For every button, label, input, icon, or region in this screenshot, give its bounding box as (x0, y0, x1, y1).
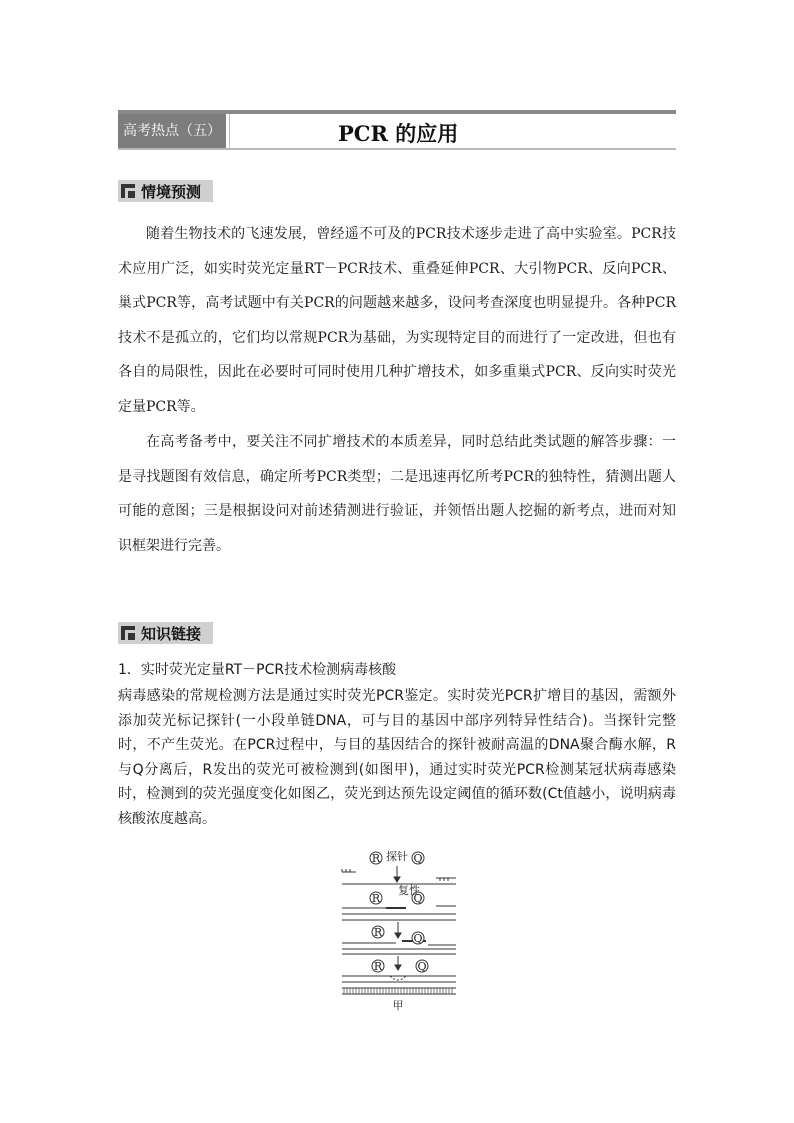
item-1-body: 病毒感染的常规检测方法是通过实时荧光PCR鉴定。实时荧光PCR扩增目的基因，需额外添加荧光标记探针(一小段单链DNA，可与目的基因中部序列特异性结合)。当探针完整时，不产生荧光。在PCR过程中，与目的基因结合的探针被耐高温的DNA聚合酶水解，R与Q分离后，R发出的荧光可被检测到(如图甲)，通过实时荧光PCR检测某冠状病毒感染时，检测到的荧光强度变化如图乙，荧光到达预先设定阈值的循环数(Ct值越小，说明病毒核酸浓度越高。 (118, 688, 676, 827)
section-heading-knowledge (118, 622, 213, 644)
fig-R-label: R (373, 926, 383, 939)
section-label: 情境预测 (141, 182, 202, 201)
fig-Q-label: Q (413, 932, 423, 945)
fig-R-label: R (371, 852, 381, 865)
header-divider (229, 114, 230, 148)
fig-caption: 甲 (392, 999, 404, 1012)
section-label: 知识链接 (141, 624, 202, 643)
fig-R-label: R (371, 892, 381, 905)
pcr-probe-figure (336, 848, 460, 1013)
scenario-paragraph-2: 在高考备考中，要关注不同扩增技术的本质差异，同时总结此类试题的解答步骤：一是寻找题图有效信息，确定所考PCR类型；二是迅速再忆所考PCR的独特性，猜测出题人可能的意图；三是根据设问对前述猜测进行验证，并领悟出题人挖掘的新考点，进而对知识框架进行完善。 (118, 434, 676, 554)
topic-tag: 高考热点（五） (118, 114, 226, 148)
page-title: PCR 的应用 (338, 121, 459, 146)
fig-Q-label: Q (413, 892, 423, 905)
fig-probe-label: 探针 (386, 850, 408, 863)
fig-Q-label: Q (417, 960, 427, 973)
scenario-paragraph-1: 随着生物技术的飞速发展，曾经遥不可及的PCR技术逐步走进了高中实验室。PCR技术应用广泛，如实时荧光定量RT－PCR技术、重叠延伸PCR、大引物PCR、反向PCR、巢式PCR等，高考试题中有关PCR的问题越来越多，设问考查深度也明显提升。各种PCR技术不是孤立的，它们均以常规PCR为基础，为实现特定目的而进行了一定改进，但也有各自的局限性，因此在必要时可同时使用几种扩增技术，如多重巢式PCR、反向实时荧光定量PCR等。 (118, 226, 676, 415)
item-1-title: 1．实时荧光定量RT－PCR技术检测病毒核酸 (118, 662, 397, 678)
section-marker-icon (121, 626, 135, 640)
fig-replicate-label: 复性 (398, 884, 420, 897)
fig-R-label: R (373, 960, 383, 973)
fig-Q-label: Q (413, 852, 423, 865)
section-heading-scenario (118, 180, 213, 202)
section-marker-icon (121, 184, 135, 198)
